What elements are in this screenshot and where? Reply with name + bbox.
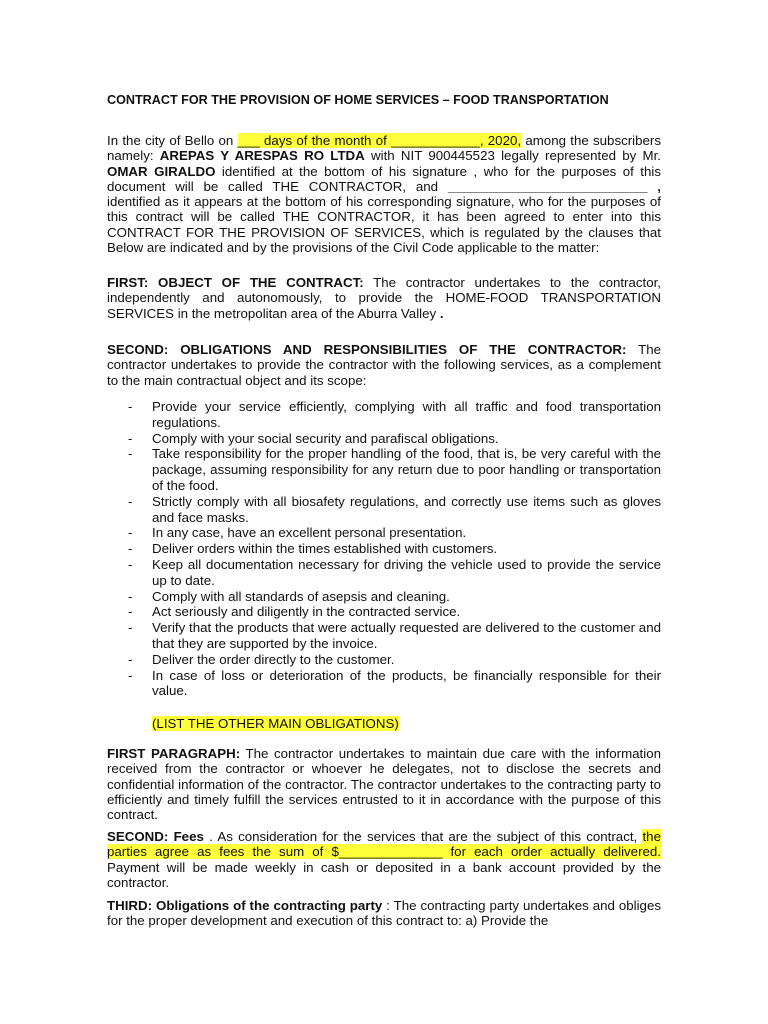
list-dash: - — [128, 541, 133, 557]
list-dash: - — [128, 667, 133, 683]
intro-paragraph — [107, 133, 661, 255]
list-item — [107, 525, 661, 541]
list-item-text: Deliver the order directly to the customer. — [152, 651, 395, 667]
first-clause — [107, 275, 661, 321]
fees-clause — [107, 829, 661, 890]
first-clause-end: . — [439, 305, 444, 321]
third-clause-heading: THIRD: Obligations of the contracting party — [107, 898, 383, 913]
list-dash: - — [128, 588, 133, 604]
second-clause — [107, 342, 661, 388]
list-dash: - — [128, 493, 133, 509]
list-item — [107, 399, 661, 431]
list-dash: - — [128, 620, 133, 636]
list-dash: - — [128, 446, 133, 462]
second-clause-heading: SECOND: OBLIGATIONS AND RESPONSIBILITIES OF THE CONTRACTOR: — [107, 342, 627, 357]
list-item-text: Provide your service efficiently, complying with all traffic and food transportation regulations. — [152, 399, 661, 430]
list-dash: - — [128, 399, 133, 414]
list-item — [107, 557, 661, 589]
fees-text-2: Payment will be made weekly in cash or deposited in a bank account provided by the contractor. — [107, 859, 661, 890]
list-item — [107, 620, 661, 652]
other-obligations-highlight: (LIST THE OTHER MAIN OBLIGATIONS) — [152, 716, 399, 731]
list-item — [107, 541, 661, 557]
first-paragraph — [107, 746, 661, 822]
intro-text-1: In the city of Bello on — [107, 133, 238, 148]
list-item-text: Deliver orders within the times established with customers. — [152, 541, 498, 557]
list-item-text: Comply with your social security and parafiscal obligations. — [152, 430, 499, 446]
list-item — [107, 494, 661, 526]
list-item — [107, 446, 661, 493]
list-item-text: Take responsibility for the proper handling of the food, that is, be very careful with the package, assuming responsibility for any return due to poor handling or transportation of the food. — [152, 446, 661, 493]
company-name: AREPAS Y ARESPAS RO LTDA — [159, 148, 365, 164]
second-clause-text: The contractor undertakes to provide the contractor with the following services, as a complement to the main contractual object and its scope: — [107, 342, 661, 388]
list-dash: - — [128, 556, 133, 572]
list-item — [107, 431, 661, 447]
list-item — [107, 668, 661, 700]
list-item-text: Verify that the products that were actually requested are delivered to the customer and that they are supported by the invoice. — [152, 620, 661, 651]
first-clause-text: The contractor undertakes to the contractor, independently and autonomously, to provide the HOME-FOOD TRANSPORTATION SERVICES in the metropolitan area of the Aburra Valley — [107, 275, 661, 321]
intro-text-5: identified as it appears at the bottom of his corresponding signature, who for the purposes of this contract will be called THE CONTRACTOR, it has been agreed to enter into this CONTRACT FOR THE PROVISION OF SERVICES, which is regulated by the clauses that Below are indicated and by the provisions of the Civil Code applicable to the matter: — [107, 194, 661, 256]
contract-title: CONTRACT FOR THE PROVISION OF HOME SERVICES – FOOD TRANSPORTATION — [107, 93, 609, 107]
fees-heading: SECOND: Fees — [107, 829, 204, 844]
representative-name: OMAR GIRALDO — [107, 163, 216, 179]
list-item-text: In any case, have an excellent personal presentation. — [152, 525, 467, 541]
obligations-list — [107, 399, 661, 699]
other-obligations-note — [152, 716, 399, 731]
date-blank-highlight: ___ days of the month of ____________, 2020, — [237, 133, 522, 148]
list-item-text: Keep all documentation necessary for driving the vehicle used to provide the service up to date. — [152, 556, 661, 588]
list-item-text: Comply with all standards of asepsis and cleaning. — [152, 588, 450, 604]
first-clause-heading: FIRST: OBJECT OF THE CONTRACT: — [107, 275, 364, 290]
list-dash: - — [128, 525, 133, 541]
list-item-text: In case of loss or deterioration of the products, be financially responsible for their value. — [152, 667, 661, 699]
first-paragraph-heading: FIRST PARAGRAPH: — [107, 746, 241, 761]
fees-text-1: . As consideration for the services that are the subject of this contract, — [203, 829, 643, 844]
third-clause — [107, 898, 661, 929]
list-item-text: Strictly comply with all biosafety regulations, and correctly use items such as gloves and face masks. — [152, 493, 661, 525]
list-dash: - — [128, 604, 133, 620]
list-dash: - — [128, 430, 133, 446]
list-item — [107, 589, 661, 605]
contractor-name-blank: ___________________________ , — [447, 178, 661, 194]
list-item — [107, 652, 661, 668]
list-item — [107, 604, 661, 620]
intro-text-3: with NIT 900445523 legally represented by Mr. — [364, 148, 661, 164]
list-item-text: Act seriously and diligently in the contracted service. — [152, 604, 461, 620]
first-paragraph-text: The contractor undertakes to maintain due care with the information received from the contractor or whoever he delegates, not to disclose the secrets and confidential information of the contractor. The contractor undertakes to the contracting party to efficiently and timely fulfill the services entrusted to it in accordance with the purpose of this contract. — [107, 746, 661, 823]
intro-text-2: among the subscribers namely: — [107, 133, 661, 164]
list-dash: - — [128, 651, 133, 667]
intro-text-4: identified at the bottom of his signature , who for the purposes of this document will be called THE CONTRACTOR, and — [107, 163, 661, 194]
third-clause-text: : The contracting party undertakes and obliges for the proper development and execution of this contract to: a) Provide the — [107, 898, 661, 929]
fees-amount-highlight: the parties agree as fees the sum of $______________ for each order actually delivered. — [107, 829, 661, 860]
